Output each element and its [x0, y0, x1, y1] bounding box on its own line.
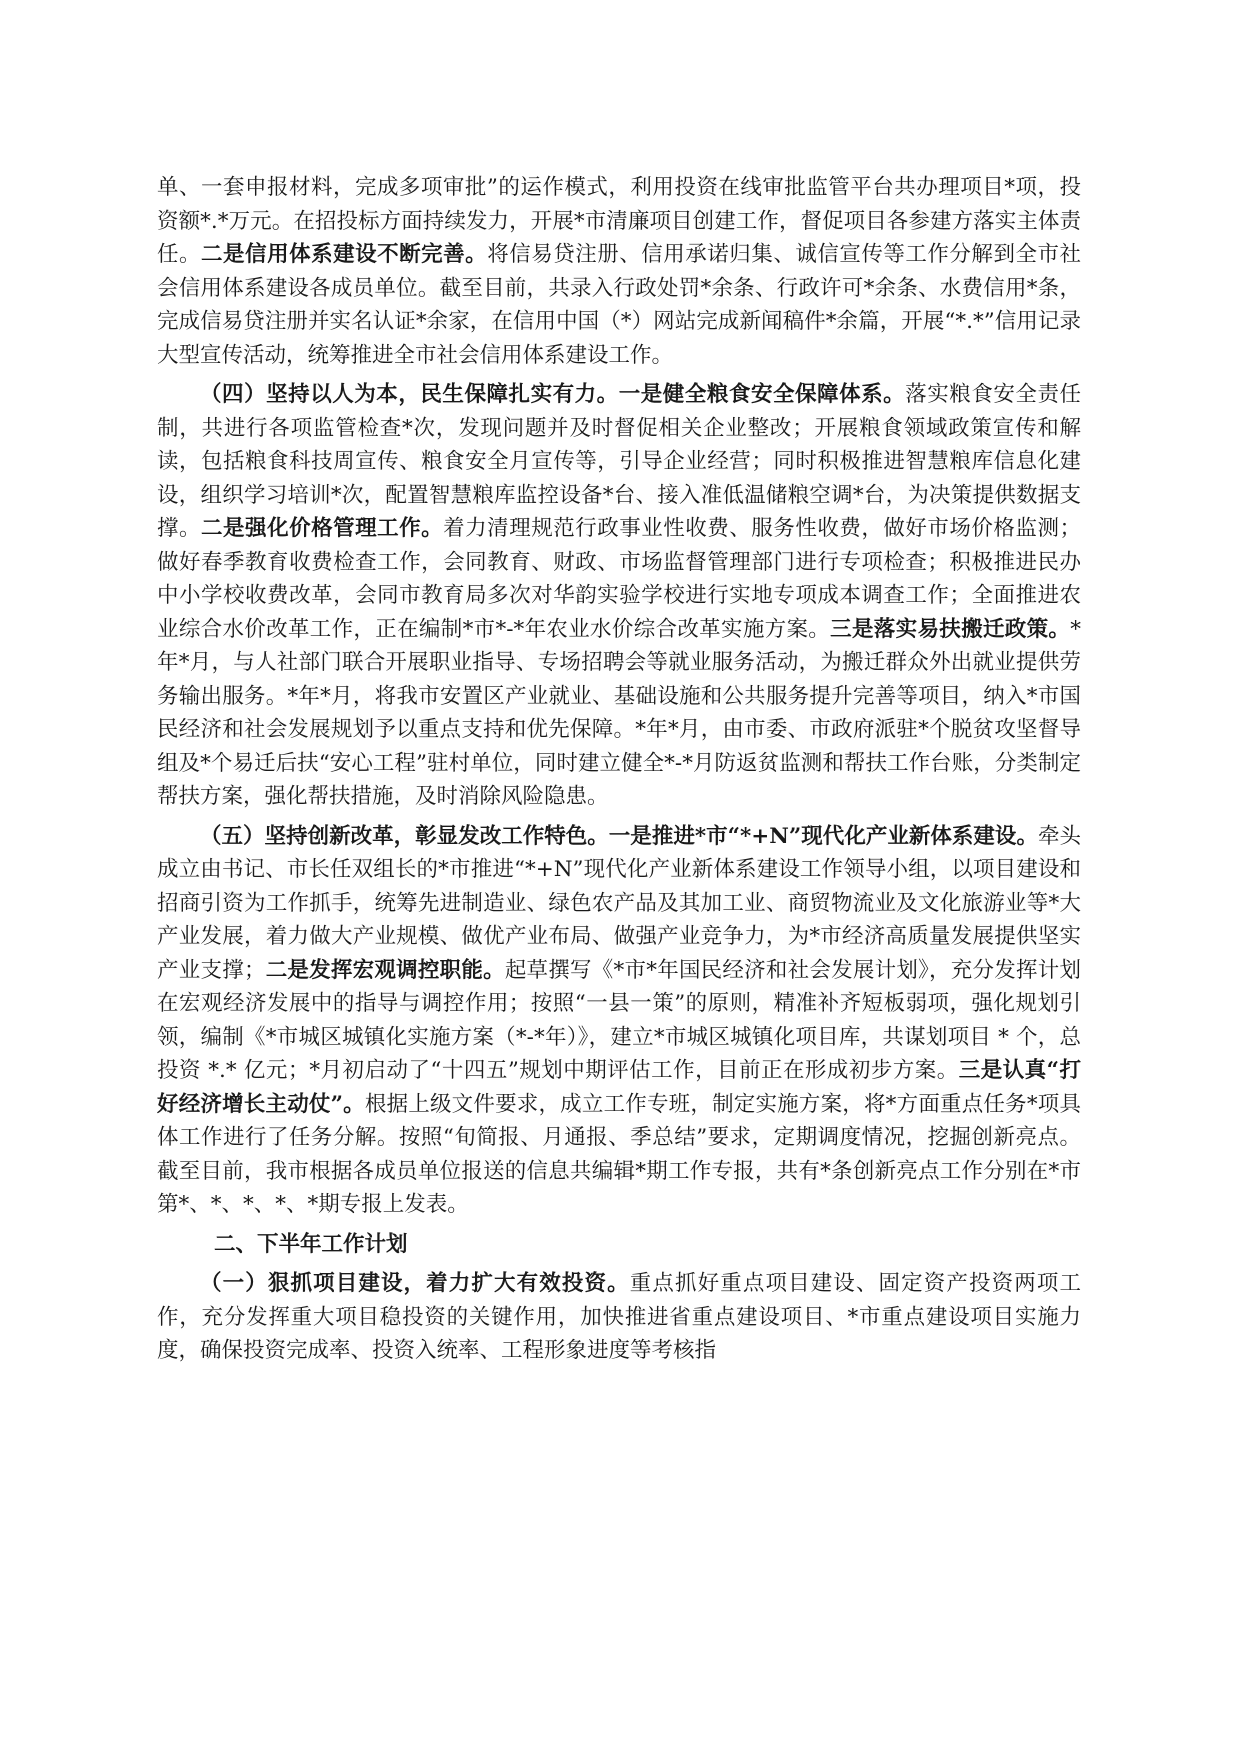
text-run: 将信易贷注册、信用承诺归集、诚信宣传等工作分解到全市社会信用体系建设各成员单位。截至目前，共录入行政处罚*余条、行政许可*余条、水费信用*条，完成信易贷注册并实名认证*余家，在信用中国（*）网站完成新闻稿件*余篇，开展“*.*”信用记录大型宣传活动，统筹推进全市社会信用体系建设工作。: [157, 242, 1081, 368]
text-run: 根据上级文件要求，成立工作专班，制定实施方案，将*方面重点任务*项具体工作进行了任务分解。按照“旬简报、月通报、季总结”要求，定期调度情况，挖掘创新亮点。截至目前，我市根据各成员单位报送的信息共编辑*期工作专报，共有*条创新亮点工作分别在*市第*、*、*、*、*期专报上发表。: [157, 1091, 1081, 1217]
text-run: 起草撰写《*市*年国民经济和社会发展计划》，充分发挥计划在宏观经济发展中的指导与调控作用；按照“一县一策”的原则，精准补齐短板弱项，强化规划引领，编制《*市城区城镇化实施方案（*-*年）》，建立*市城区城镇化项目库，共谋划项目 * 个，总投资 *.* 亿元；*月初启动了“十四五”规划中期评估工作，目前正在形成初步方案。: [157, 957, 1081, 1083]
bold-run: 三是认真“打好经济增长主动仗”。: [157, 1058, 1081, 1117]
bold-run: 二是发挥宏观调控职能。: [265, 957, 505, 983]
bold-run: （五）坚持创新改革，彰显发改工作特色。一是推进*市“*+N”现代化产业新体系建设。: [200, 823, 1038, 849]
text-run: 落实粮食安全责任制，共进行各项监管检查*次，发现问题并及时督促相关企业整改；开展粮食领域政策宣传和解读，包括粮食科技周宣传、粮食安全月宣传等，引导企业经营；同时积极推进智慧粮库信息化建设，组织学习培训*次，配置智慧粮库监控设备*台、接入准低温储粮空调*台，为决策提供数据支撑。: [157, 382, 1081, 541]
text-run: 牵头成立由书记、市长任双组长的*市推进“*+N”现代化产业新体系建设工作领导小组，以项目建设和招商引资为工作抓手，统筹先进制造业、绿色农产品及其加工业、商贸物流业及文化旅游业等*大产业发展，着力做大产业规模、做优产业布局、做强产业竞争力，为*市经济高质量发展提供坚实产业支撑；: [157, 823, 1081, 983]
paragraph-innovation-reform: [157, 820, 1081, 1222]
paragraph-credit-system: [157, 171, 1081, 372]
bold-run: 二是强化价格管理工作。: [201, 516, 444, 541]
text-run: 单、一套申报材料，完成多项审批”的运作模式，利用投资在线审批监管平台共办理项目*项，投资额*.*万元。在招投标方面持续发力，开展*市清廉项目创建工作，督促项目各参建方落实主体责任。: [157, 175, 1081, 267]
paragraph-livelihood: [157, 378, 1081, 814]
text-run: *年*月，与人社部门联合开展职业指导、专场招聘会等就业服务活动，为搬迁群众外出就业提供劳务输出服务。*年*月，将我市安置区产业就业、基础设施和公共服务提升完善等项目，纳入*市国民经济和社会发展规划予以重点支持和优先保障。*年*月，由市委、市政府派驻*个脱贫攻坚督导组及*个易迁后扶“安心工程”驻村单位，同时建立健全*-*月防返贫监测和帮扶工作台账，分类制定帮扶方案，强化帮扶措施，及时消除风险隐患。: [157, 616, 1081, 809]
bold-run: （四）坚持以人为本，民生保障扎实有力。一是健全粮食安全保障体系。: [200, 382, 906, 407]
section-heading: 二、下半年工作计划: [214, 1231, 408, 1257]
paragraph-project-construction: [157, 1267, 1081, 1368]
text-run: 着力清理规范行政事业性收费、服务性收费，做好市场价格监测；做好春季教育收费检查工作，会同教育、财政、市场监督管理部门进行专项检查；积极推进民办中小学校收费改革，会同市教育局多次对华韵实验学校进行实地专项成本调查工作；全面推进农业综合水价改革工作，正在编制*市*-*年农业水价综合改革实施方案。: [157, 516, 1081, 642]
bold-run: （一）狠抓项目建设，着力扩大有效投资。: [200, 1271, 630, 1296]
text-run: 重点抓好重点项目建设、固定资产投资两项工作，充分发挥重大项目稳投资的关键作用，加快推进省重点建设项目、*市重点建设项目实施力度，确保投资完成率、投资入统率、工程形象进度等考核指: [157, 1271, 1081, 1363]
bold-run: 二是信用体系建设不断完善。: [201, 242, 488, 267]
document-body: [157, 171, 1081, 1374]
bold-run: 三是落实易扶搬迁政策。: [830, 616, 1071, 642]
